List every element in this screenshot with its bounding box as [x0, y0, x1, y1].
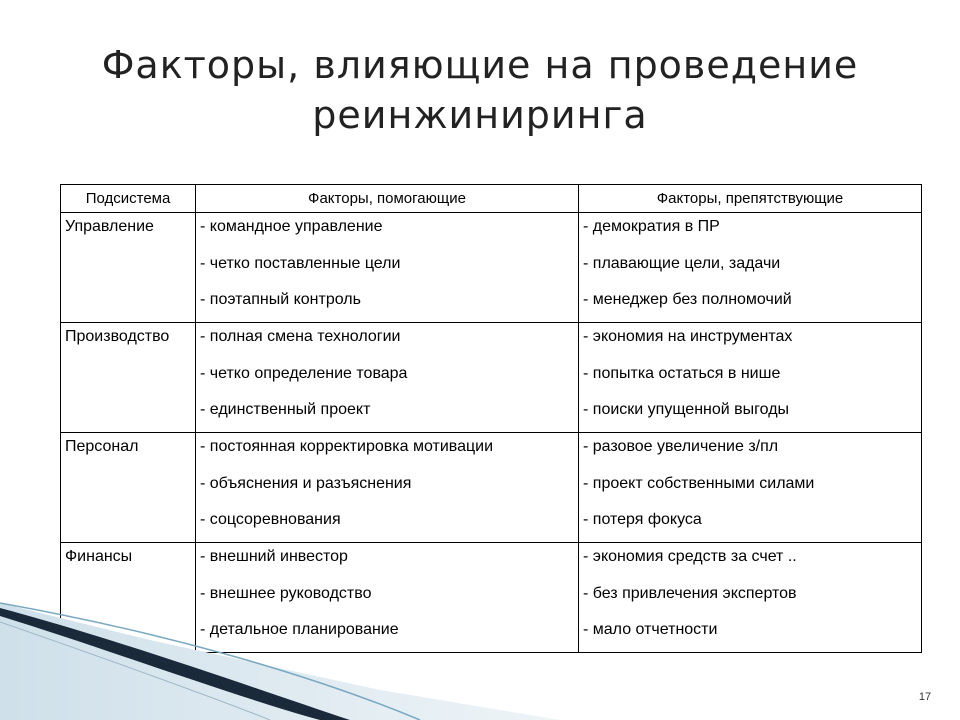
- list-item: - внешнее руководство: [200, 584, 372, 602]
- list-item: - поиски упущенной выгоды: [583, 401, 790, 418]
- list-item: - попытка остаться в нише: [583, 364, 781, 382]
- header-helping: Факторы, помогающие: [196, 185, 579, 213]
- list-item: - плавающие цели, задачи: [583, 254, 781, 272]
- header-hindering: Факторы, препятствующие: [579, 185, 922, 213]
- list-item: - демократия в ПР: [583, 218, 720, 235]
- list-item: - без привлечения экспертов: [583, 584, 797, 602]
- subsystem-label: Финансы: [65, 548, 133, 565]
- list-item: - полная смена технологии: [200, 328, 401, 345]
- list-item: - проект собственными силами: [583, 474, 815, 492]
- list-item: - экономия на инструментах: [583, 328, 793, 345]
- list-item: - соцсоревнования: [200, 511, 341, 528]
- list-item: - объяснения и разъяснения: [200, 474, 412, 492]
- list-item: - командное управление: [200, 218, 383, 235]
- subsystem-label: Персонал: [65, 438, 139, 455]
- subsystem-label: Производство: [65, 328, 170, 345]
- list-item: - поэтапный контроль: [200, 291, 361, 308]
- list-item: - экономия средств за счет ..: [583, 548, 797, 565]
- list-item: - потеря фокуса: [583, 511, 702, 528]
- list-item: - внешний инвестор: [200, 548, 348, 565]
- list-item: - единственный проект: [200, 401, 371, 418]
- slide-title-line-1: Факторы, влияющие на проведение: [101, 43, 859, 87]
- list-item: - постоянная корректировка мотивации: [200, 438, 494, 455]
- list-item: - разовое увеличение з/пл: [583, 438, 779, 455]
- subsystem-label: Управление: [65, 218, 154, 235]
- header-subsystem: Подсистема: [61, 185, 196, 213]
- list-item: - четко определение товара: [200, 364, 408, 382]
- list-item: - менеджер без полномочий: [583, 291, 792, 308]
- page-number: 17: [918, 691, 932, 703]
- list-item: - мало отчетности: [583, 621, 718, 638]
- list-item: - четко поставленные цели: [200, 254, 401, 272]
- slide-title-line-2: реинжиниринга: [312, 93, 648, 137]
- list-item: - детальное планирование: [200, 621, 399, 638]
